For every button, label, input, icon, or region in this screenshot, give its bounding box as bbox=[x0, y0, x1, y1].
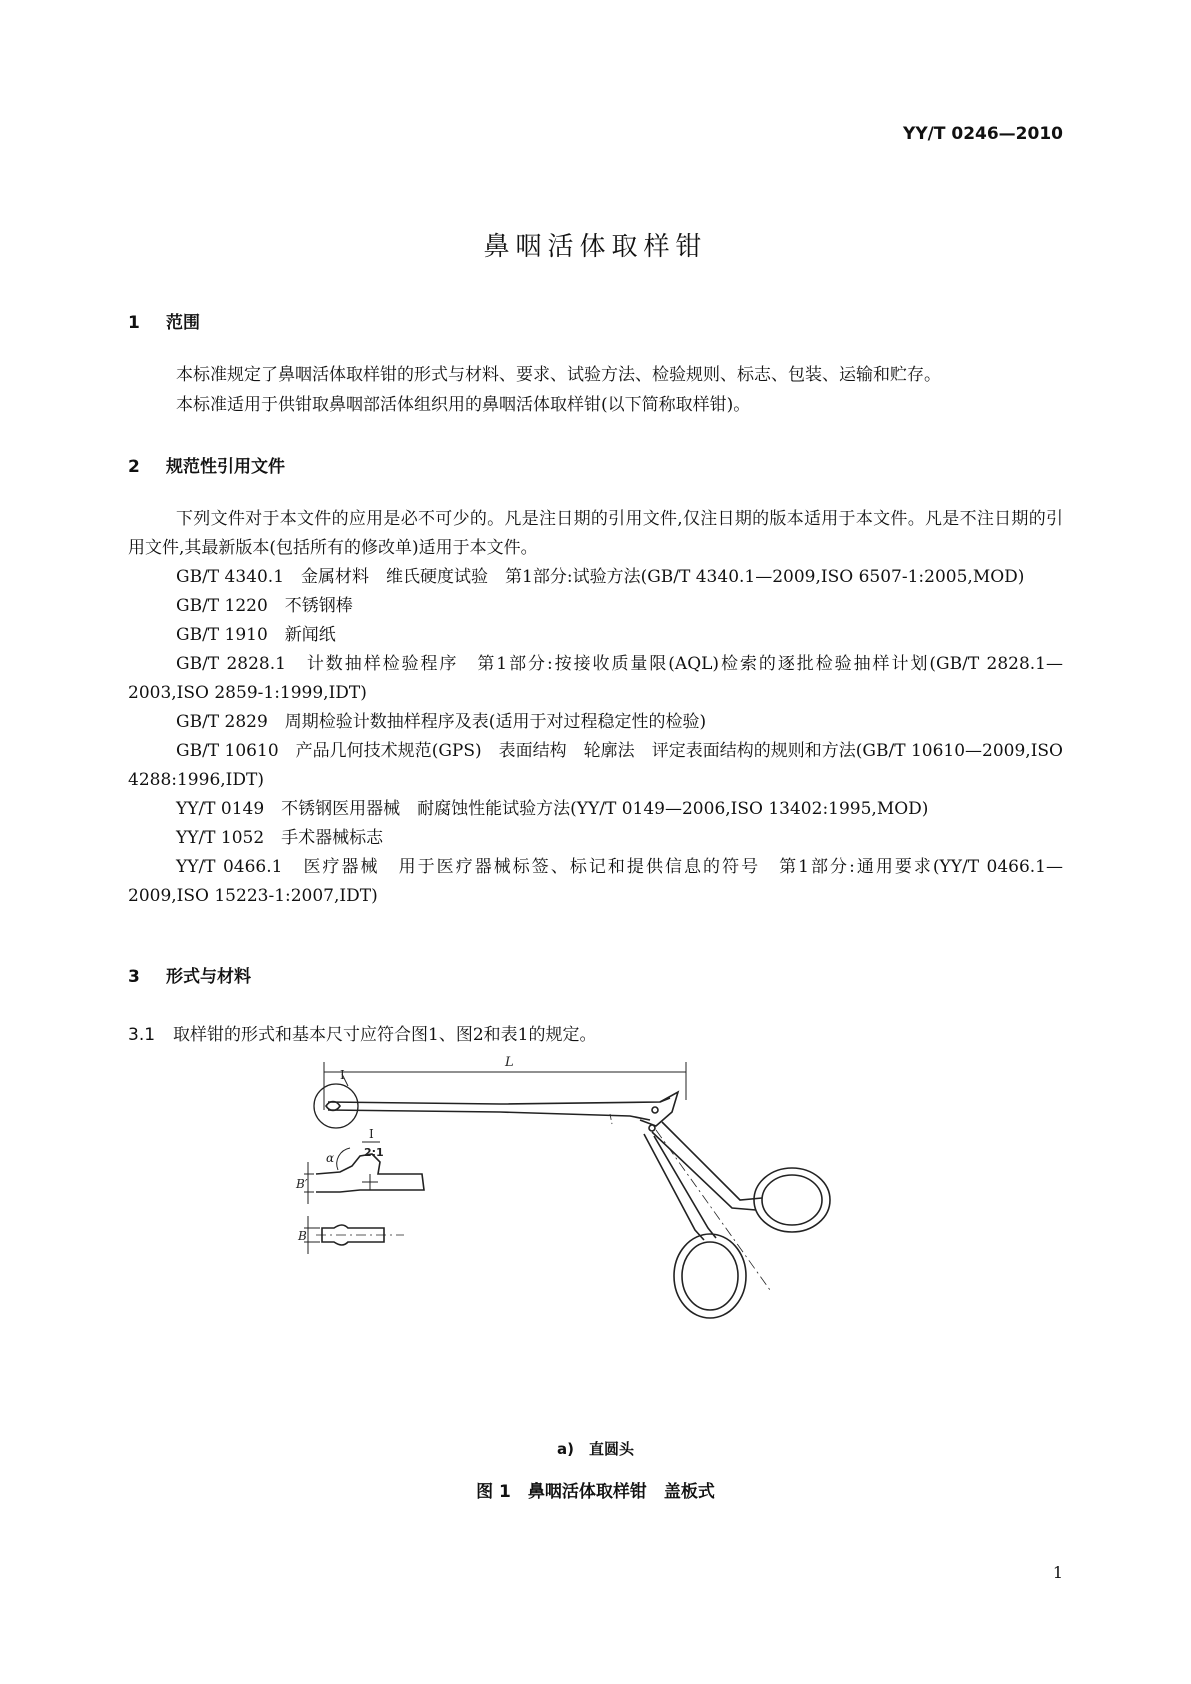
detail-circle bbox=[314, 1084, 358, 1128]
reference-item: GB/T 2828.1 计数抽样检验程序 第1部分:按接收质量限(AQL)检索的逐批检验抽样计划(GB/T 2828.1—2003,ISO 2859-1:1999,IDT) bbox=[128, 654, 1063, 703]
reference-item: YY/T 1052 手术器械标志 bbox=[176, 828, 384, 848]
shaft-upper bbox=[328, 1098, 670, 1104]
section-3-heading bbox=[128, 962, 251, 987]
reference-item: GB/T 4340.1 金属材料 维氏硬度试验 第1部分:试验方法(GB/T 4340.1—2009,ISO 6507-1:2005,MOD) bbox=[176, 567, 1025, 587]
shaft-lower bbox=[328, 1110, 650, 1120]
section-title: 形式与材料 bbox=[166, 967, 251, 987]
thumb-ring bbox=[674, 1234, 746, 1318]
finger-ring-inner bbox=[762, 1175, 822, 1225]
angle-arc bbox=[337, 1148, 350, 1170]
label-b1: B′ bbox=[296, 1177, 308, 1191]
clause-text: 取样钳的形式和基本尺寸应符合图1、图2和表1的规定。 bbox=[173, 1025, 597, 1045]
label-i: I bbox=[340, 1068, 345, 1082]
normative-reference-list bbox=[128, 563, 1063, 911]
reference-item: GB/T 1220 不锈钢棒 bbox=[176, 596, 353, 616]
section-number: 2 bbox=[128, 457, 140, 477]
reference-item: YY/T 0149 不锈钢医用器械 耐腐蚀性能试验方法(YY/T 0149—2006,ISO 13402:1995,MOD) bbox=[176, 799, 929, 819]
pivot-screw bbox=[649, 1125, 655, 1131]
section-title: 规范性引用文件 bbox=[166, 457, 285, 477]
label-l: L bbox=[505, 1055, 514, 1070]
scope-paragraph-2: 本标准适用于供钳取鼻咽部活体组织用的鼻咽活体取样钳(以下简称取样钳)。 bbox=[176, 395, 751, 415]
section-number: 3 bbox=[128, 967, 140, 987]
reference-item: GB/T 1910 新闻纸 bbox=[176, 625, 336, 645]
normative-intro: 下列文件对于本文件的应用是必不可少的。凡是注日期的引用文件,仅注日期的版本适用于本文件。凡是不注日期的引用文件,其最新版本(包括所有的修改单)适用于本文件。 bbox=[128, 509, 1063, 558]
clause-3-1 bbox=[128, 1020, 597, 1045]
reference-item: GB/T 10610 产品几何技术规范(GPS) 表面结构 轮廓法 评定表面结构的规则和方法(GB/T 10610—2009,ISO 4288:1996,IDT) bbox=[128, 741, 1063, 790]
pivot-screw bbox=[652, 1107, 658, 1113]
reference-item: YY/T 0466.1 医疗器械 用于医疗器械标签、标记和提供信息的符号 第1部分:通用要求(YY/T 0466.1—2009,ISO 15223-1:2007,IDT) bbox=[128, 857, 1063, 906]
section-2-heading bbox=[128, 452, 285, 477]
clause-number: 3.1 bbox=[128, 1025, 156, 1045]
thumb-arm bbox=[644, 1134, 704, 1240]
figure-sub-caption: a) 直圆头 bbox=[557, 1440, 634, 1458]
finger-ring bbox=[754, 1168, 830, 1232]
detail-label: I bbox=[369, 1127, 374, 1141]
finger-arm bbox=[652, 1132, 756, 1210]
section-title: 范围 bbox=[166, 313, 200, 333]
label-alpha: α bbox=[326, 1151, 335, 1165]
standard-code: YY/T 0246—2010 bbox=[903, 124, 1063, 144]
forceps-drawing bbox=[296, 1050, 860, 1420]
scope-paragraph-1: 本标准规定了鼻咽活体取样钳的形式与材料、要求、试验方法、检验规则、标志、包装、运输和贮存。 bbox=[176, 365, 941, 385]
section-number: 1 bbox=[128, 313, 140, 333]
page-number: 1 bbox=[1052, 1563, 1063, 1582]
figure-caption: 图 1 鼻咽活体取样钳 盖板式 bbox=[476, 1482, 715, 1502]
handle-block bbox=[640, 1092, 678, 1126]
reference-item: GB/T 2829 周期检验计数抽样程序及表(适用于对过程稳定性的检验) bbox=[176, 712, 707, 732]
thumb-arm bbox=[654, 1136, 716, 1238]
section-1-heading bbox=[128, 308, 200, 333]
document-title: 鼻咽活体取样钳 bbox=[483, 232, 708, 262]
thumb-ring-inner bbox=[682, 1242, 738, 1310]
detail-scale: 2:1 bbox=[364, 1146, 384, 1159]
label-b: B bbox=[298, 1229, 307, 1243]
